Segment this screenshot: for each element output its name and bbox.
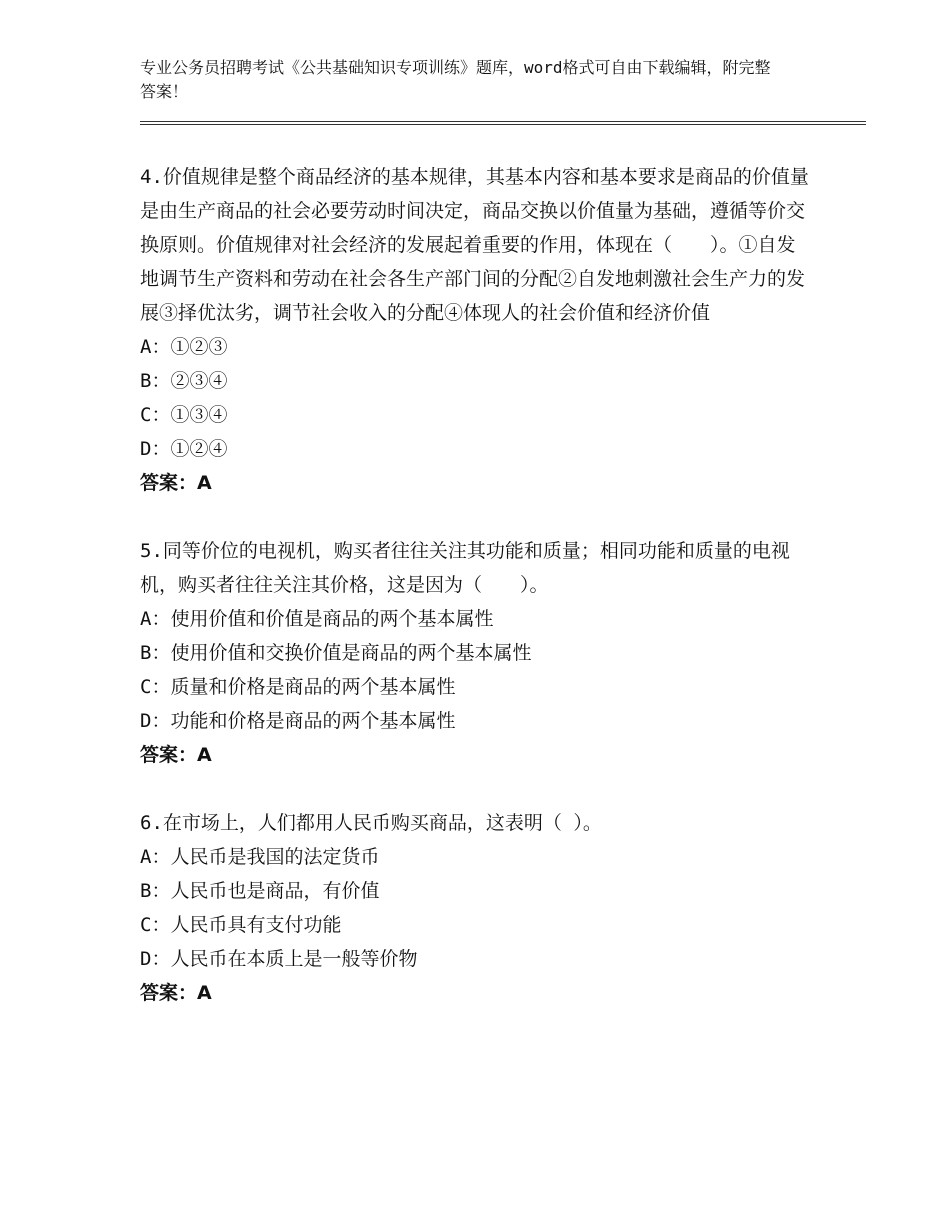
answer-line: 答案：A xyxy=(140,472,212,494)
question-stem: 4.价值规律是整个商品经济的基本规律，其基本内容和基本要求是商品的价值量是由生产商品的社会必要劳动时间决定，商品交换以价值量为基础，遵循等价交换原则。价值规律对社会经济的发展起着重要的作用，体现在（ ）。①自发地调节生产资料和劳动在社会各生产部门间的分配②自发地刺激社会生产力的发展③择优汰劣，调节社会收入的分配④体现人的社会价值和经济价值 xyxy=(140,166,809,324)
option-b: B：人民币也是商品，有价值 xyxy=(140,880,380,902)
question-6 xyxy=(140,806,810,1010)
question-4 xyxy=(140,160,810,500)
option-c: C：人民币具有支付功能 xyxy=(140,914,342,936)
header-divider-top xyxy=(140,121,866,122)
question-5 xyxy=(140,534,810,772)
option-d: D：功能和价格是商品的两个基本属性 xyxy=(140,710,456,732)
answer-line: 答案：A xyxy=(140,744,212,766)
option-a: A：使用价值和价值是商品的两个基本属性 xyxy=(140,608,494,630)
answer-line: 答案：A xyxy=(140,982,212,1004)
document-header: 专业公务员招聘考试《公共基础知识专项训练》题库，word格式可自由下载编辑，附完整答案！ xyxy=(140,58,771,101)
option-d: D：人民币在本质上是一般等价物 xyxy=(140,948,418,970)
option-c: C：质量和价格是商品的两个基本属性 xyxy=(140,676,456,698)
question-stem: 6.在市场上，人们都用人民币购买商品，这表明（ ）。 xyxy=(140,812,602,834)
option-b: B：②③④ xyxy=(140,370,228,392)
header-divider-bottom xyxy=(140,124,866,125)
option-a: A：人民币是我国的法定货币 xyxy=(140,846,380,868)
option-d: D：①②④ xyxy=(140,438,228,460)
question-list xyxy=(140,160,810,1044)
option-b: B：使用价值和交换价值是商品的两个基本属性 xyxy=(140,642,532,664)
option-c: C：①③④ xyxy=(140,404,228,426)
question-stem: 5.同等价位的电视机，购买者往往关注其功能和质量；相同功能和质量的电视机，购买者往往关注其价格，这是因为（ ）。 xyxy=(140,540,790,596)
option-a: A：①②③ xyxy=(140,336,228,358)
